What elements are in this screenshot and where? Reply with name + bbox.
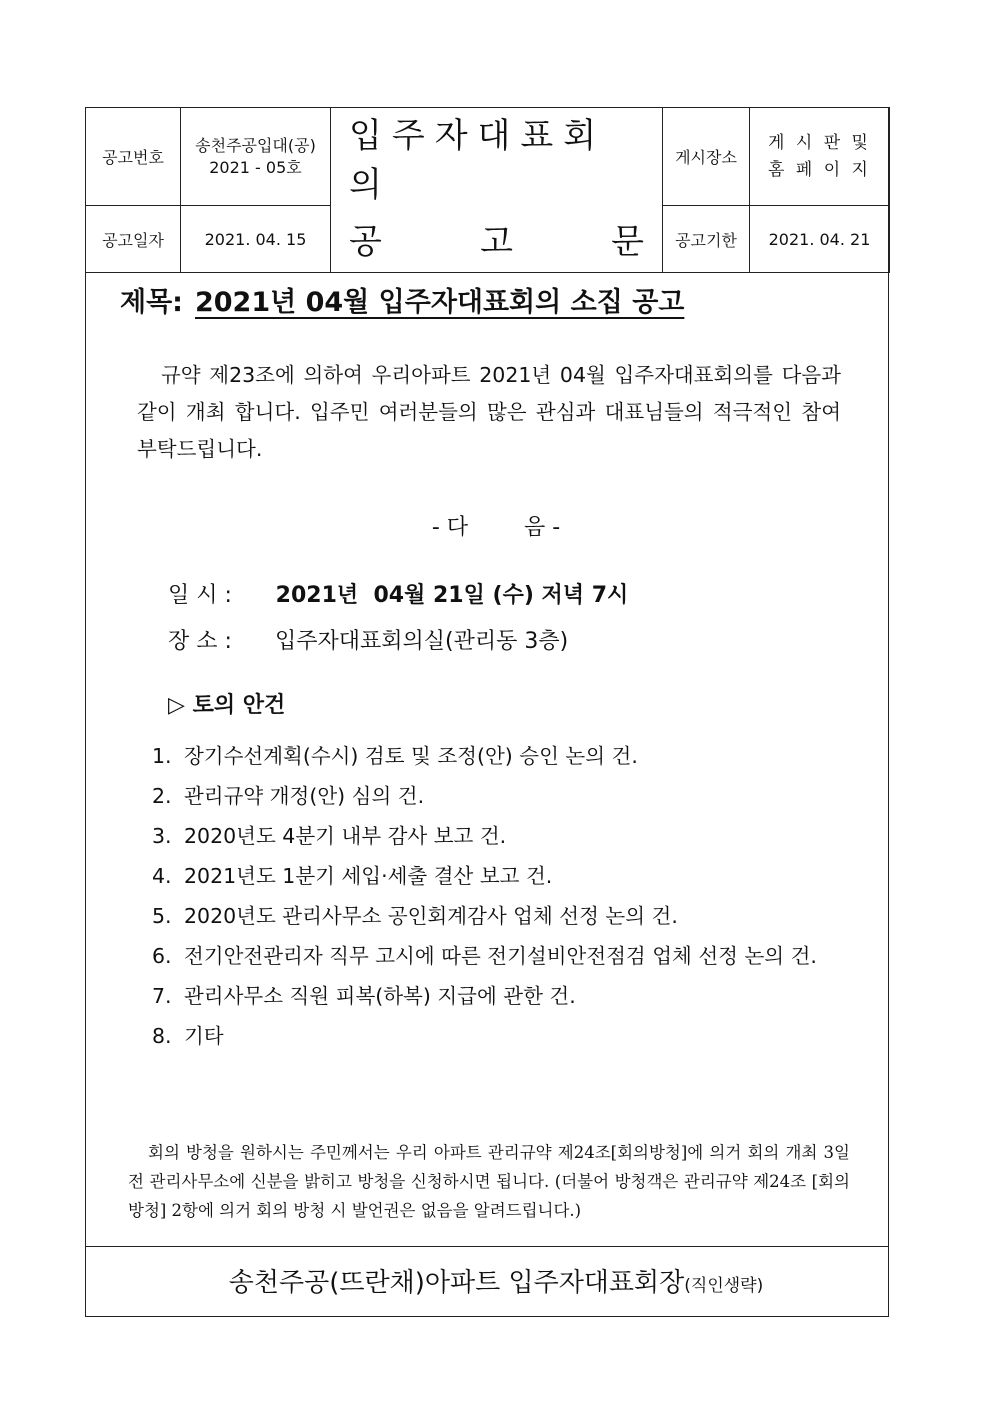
agenda-text: 2020년도 관리사무소 공인회계감사 업체 선정 논의 건. bbox=[184, 904, 678, 928]
subject-line bbox=[120, 280, 684, 319]
post-place-line-2: 홈 페 이 지 bbox=[768, 159, 871, 180]
agenda-text: 관리규약 개정(안) 심의 건. bbox=[184, 784, 425, 808]
header-table bbox=[85, 107, 890, 273]
intro-paragraph bbox=[137, 357, 841, 468]
notice-number-value bbox=[181, 108, 331, 206]
observer-notice-text: 회의 방청을 원하시는 주민께서는 우리 아파트 관리규약 제24조[회의방청]에 의거 회의 개최 3일 전 관리사무소에 신분을 밝히고 방청을 신청하시면 됩니다. (더불어 방청객은 관리규약 제24조 [회의방청] 2항에 의거 회의 방청 시 발언권은 없음을 알려드립니다.) bbox=[128, 1143, 850, 1220]
agenda-number: 6. bbox=[152, 944, 172, 968]
agenda-number: 5. bbox=[152, 904, 172, 928]
agenda-number: 2. bbox=[152, 784, 172, 808]
agenda-number: 1. bbox=[152, 744, 172, 768]
agenda-text: 기타 bbox=[184, 1024, 224, 1048]
notice-date-label: 공고일자 bbox=[86, 206, 181, 273]
agenda-item bbox=[152, 976, 852, 1016]
subject-label: 제목: bbox=[120, 287, 183, 318]
agenda-number: 7. bbox=[152, 984, 172, 1008]
deadline-label: 공고기한 bbox=[663, 206, 750, 273]
agenda-text: 2020년도 4분기 내부 감사 보고 건. bbox=[184, 824, 507, 848]
agenda-item bbox=[152, 816, 852, 856]
datetime-value: 2021년 04월 21일 (수) 저녁 7시 bbox=[275, 583, 629, 608]
agenda-item bbox=[152, 896, 852, 936]
notice-number-line-2: 2021 - 05호 bbox=[209, 157, 302, 177]
agenda-text: 전기안전관리자 직무 고시에 따른 전기설비안전점검 업체 선정 논의 건. bbox=[184, 944, 817, 968]
subject-text: 2021년 04월 입주자대표회의 소집 공고 bbox=[194, 287, 685, 318]
intro-text: 규약 제23조에 의하여 우리아파트 2021년 04월 입주자대표회의를 다음과 같이 개최 합니다. 입주민 여러분들의 많은 관심과 대표님들의 적극적인 참여 부탁드립니다. bbox=[137, 363, 841, 461]
deadline-value: 2021. 04. 21 bbox=[750, 206, 890, 273]
agenda-item bbox=[152, 776, 852, 816]
post-place-label: 게시장소 bbox=[663, 108, 750, 206]
agenda-item bbox=[152, 1016, 852, 1056]
datetime-label: 일 시 : bbox=[168, 583, 232, 608]
signer-name: 송천주공(뜨란채)아파트 입주자대표회장 bbox=[228, 1268, 685, 1298]
place-label: 장 소 : bbox=[168, 629, 232, 654]
footer-signature bbox=[0, 1262, 992, 1299]
agenda-text: 2021년도 1분기 세입·세출 결산 보고 건. bbox=[184, 864, 553, 888]
agenda-item bbox=[152, 856, 852, 896]
agenda-item bbox=[152, 736, 852, 776]
agenda-text: 관리사무소 직원 피복(하복) 지급에 관한 건. bbox=[184, 984, 576, 1008]
doc-title: 공 고 문 bbox=[331, 206, 663, 273]
post-place-value bbox=[750, 108, 890, 206]
notice-number-label: 공고번호 bbox=[86, 108, 181, 206]
datetime-row bbox=[168, 578, 628, 609]
notice-number-line-1: 송천주공입대(공) bbox=[195, 135, 316, 155]
place-row bbox=[168, 624, 568, 655]
footer-divider bbox=[85, 1246, 889, 1247]
org-title: 입주자대표회의 bbox=[331, 108, 663, 206]
place-value: 입주자대표회의실(관리동 3층) bbox=[275, 629, 569, 654]
agenda-number: 8. bbox=[152, 1024, 172, 1048]
seal-note: (직인생략) bbox=[684, 1276, 764, 1296]
agenda-number: 4. bbox=[152, 864, 172, 888]
observer-notice bbox=[128, 1138, 850, 1225]
following-heading: - 다 음 - bbox=[431, 515, 561, 540]
agenda-number: 3. bbox=[152, 824, 172, 848]
post-place-line-1: 게 시 판 및 bbox=[768, 132, 871, 153]
agenda-heading: ▷ 토의 안건 bbox=[168, 693, 286, 718]
agenda-list bbox=[152, 736, 852, 1056]
agenda-text: 장기수선계획(수시) 검토 및 조정(안) 승인 논의 건. bbox=[184, 744, 638, 768]
agenda-item bbox=[152, 936, 852, 976]
notice-date-value: 2021. 04. 15 bbox=[181, 206, 331, 273]
